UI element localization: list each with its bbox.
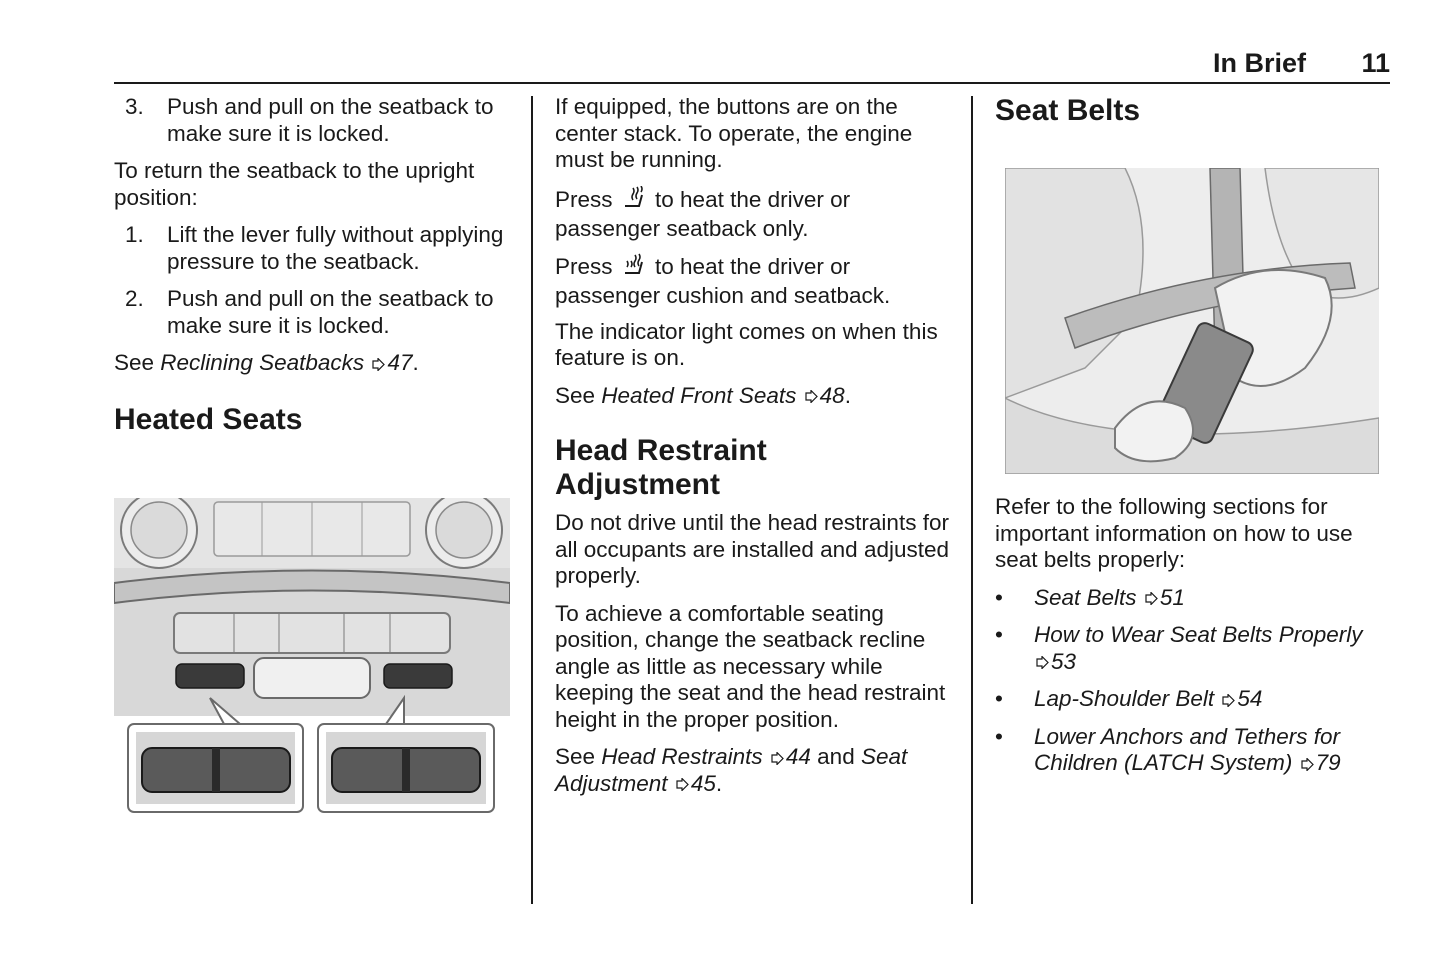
reference-link[interactable]: How to Wear Seat Belts Properly: [1034, 622, 1363, 647]
cross-reference-arrow-icon: [1036, 656, 1049, 669]
page-header: [114, 48, 1390, 84]
reference-page[interactable]: 54: [1237, 686, 1263, 711]
reference-page[interactable]: 53: [1051, 648, 1077, 674]
see-prefix: See: [555, 744, 602, 769]
cross-reference-arrow-icon: [805, 390, 818, 403]
heated-seat-cushion-icon: [619, 253, 649, 277]
seat-belt-reference-item: [995, 585, 1395, 612]
press-seatback-instruction: [555, 185, 955, 243]
cross-reference-arrow-icon: [676, 778, 689, 791]
column-divider-2: [971, 96, 973, 904]
reference-link[interactable]: Heated Front Seats: [601, 382, 797, 408]
reference-link[interactable]: Lap-Shoulder Belt: [1034, 686, 1215, 711]
see-prefix: See: [555, 382, 602, 408]
heated-seatback-icon: [619, 186, 649, 210]
step-number: 2.: [125, 286, 144, 311]
reference-link[interactable]: Lower Anchors and Tethers for Children (LATCH System): [1034, 723, 1341, 775]
seat-belt-reference-item: [995, 724, 1395, 777]
heading-line: Head Restraint: [555, 434, 767, 467]
bullet-dot: •: [995, 686, 1003, 711]
heated-seats-intro: If equipped, the buttons are on the center stack. To operate, the engine must be running.: [555, 94, 913, 172]
see-suffix: .: [715, 770, 723, 796]
bullet-dot: •: [995, 622, 1003, 647]
return-instructions: To return the seatback to the upright position:: [114, 158, 475, 210]
column-divider-1: [531, 96, 533, 904]
see-prefix: See: [114, 350, 161, 375]
reference-page[interactable]: 79: [1315, 750, 1341, 775]
cross-reference-arrow-icon: [1222, 694, 1235, 707]
step-text: Push and pull on the seatback to make sure it is locked.: [167, 94, 494, 146]
seat-belt-buckle-illustration: [1005, 168, 1379, 474]
page-number: 11: [1361, 48, 1390, 78]
reference-page[interactable]: 51: [1159, 584, 1185, 610]
press-label: Press: [555, 253, 613, 279]
seat-belts-heading: Seat Belts: [995, 94, 1141, 127]
reference-page[interactable]: 45: [690, 770, 716, 796]
step-3: [114, 94, 514, 147]
reference-link[interactable]: Head Restraints: [601, 744, 763, 769]
press-text: to heat the driver or passenger seatback only.: [555, 186, 851, 241]
press-cushion-instruction: [555, 252, 955, 310]
press-label: Press: [555, 186, 613, 212]
indicator-light-text: The indicator light comes on when this feature is on.: [555, 318, 938, 370]
reference-page[interactable]: 44: [785, 744, 811, 769]
head-restraint-heading: [555, 434, 955, 502]
seat-belt-reference-item: [995, 622, 1395, 675]
reference-link[interactable]: Seat Belts: [1034, 584, 1137, 610]
head-restraint-warning: Do not drive until the head restraints for all occupants are installed and adjusted properly.: [555, 510, 950, 588]
see-reference: [555, 383, 955, 410]
column-right: [995, 94, 1395, 128]
bullet-dot: •: [995, 723, 1003, 749]
seat-belts-intro: Refer to the following sections for important information on how to use seat belts properly:: [995, 494, 1353, 572]
step-number: 3.: [125, 94, 144, 119]
see-and: and: [810, 744, 861, 769]
cross-reference-arrow-icon: [372, 358, 385, 371]
see-suffix: .: [844, 382, 851, 408]
heated-seats-heading: Heated Seats: [114, 402, 303, 436]
see-suffix: .: [412, 350, 419, 375]
heading-line: Adjustment: [555, 468, 720, 501]
step-1: [114, 222, 514, 275]
reference-link[interactable]: Seat Adjustment: [555, 744, 908, 796]
column-middle: [555, 94, 955, 808]
bullet-dot: •: [995, 584, 1003, 610]
column-left: [114, 94, 514, 437]
seat-belt-reference-item: [995, 686, 1395, 713]
section-title: In Brief: [1212, 48, 1306, 78]
see-reference: [114, 350, 514, 377]
reference-page[interactable]: 48: [819, 382, 845, 408]
see-reference: [555, 744, 955, 797]
seat-belts-body: [995, 494, 1395, 788]
heated-seat-controls-illustration: [114, 498, 510, 814]
cross-reference-arrow-icon: [771, 752, 784, 765]
step-number: 1.: [125, 222, 144, 247]
cross-reference-arrow-icon: [1301, 758, 1314, 771]
step-2: [114, 286, 514, 339]
reference-page[interactable]: 47: [387, 350, 413, 375]
cross-reference-arrow-icon: [1145, 592, 1158, 605]
step-text: Push and pull on the seatback to make sure it is locked.: [167, 286, 494, 338]
press-text: to heat the driver or passenger cushion and seatback.: [555, 253, 891, 308]
step-text: Lift the lever fully without applying pressure to the seatback.: [167, 222, 504, 274]
reference-link[interactable]: Reclining Seatbacks: [160, 350, 365, 375]
comfort-instructions: To achieve a comfortable seating position, change the seatback recline angle as little as necessary while keeping the seat and the head restraint height in the proper position.: [555, 600, 946, 732]
